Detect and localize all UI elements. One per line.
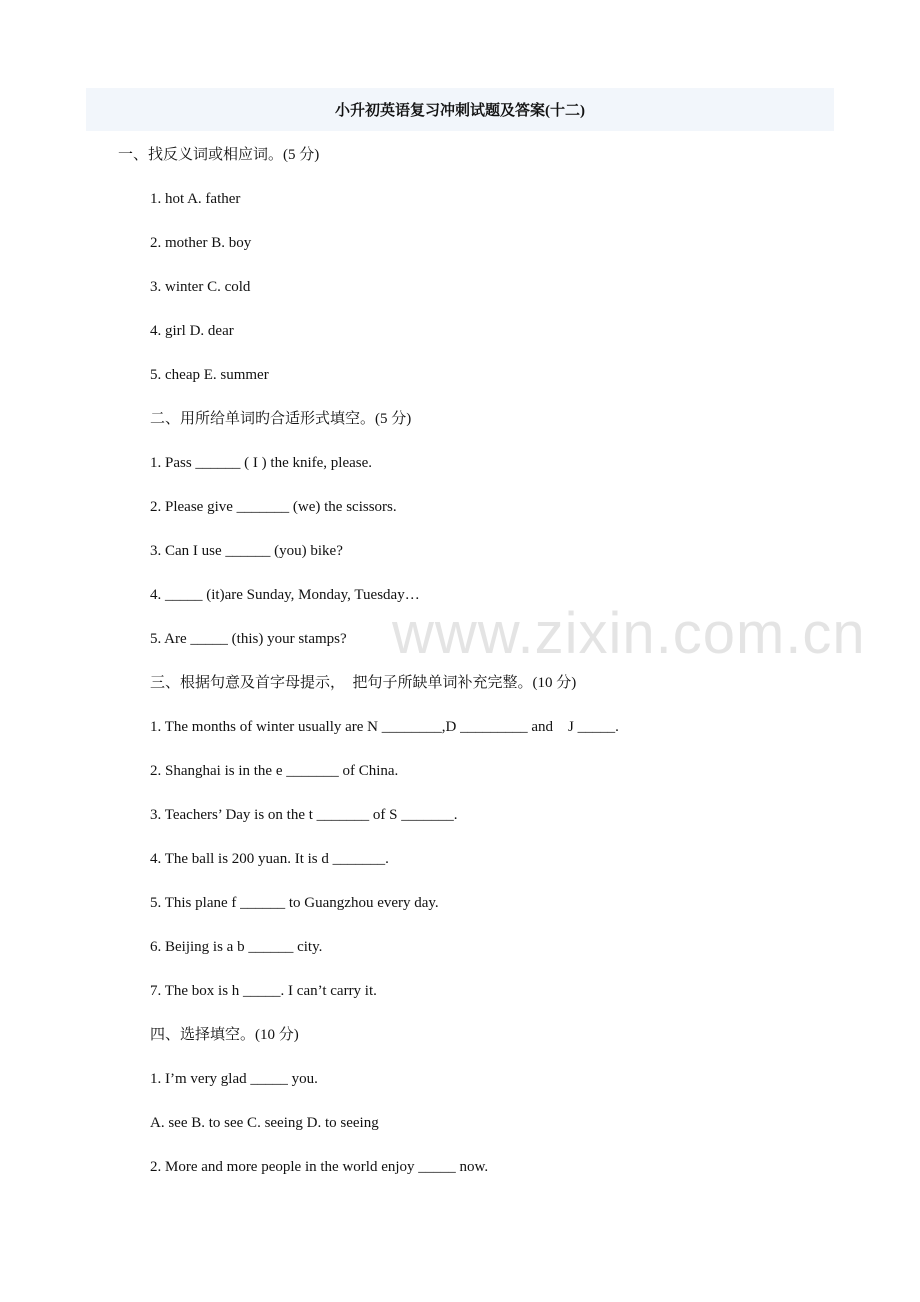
section-3-item: 3. Teachers’ Day is on the t _______ of S _______. (150, 807, 458, 823)
section-2-item: 1. Pass ______ ( I ) the knife, please. (150, 455, 373, 471)
section-1-heading: 一、找反义词或相应词。(5 分) (118, 147, 320, 163)
document-title: 小升初英语复习冲刺试题及答案(十二) (335, 103, 585, 119)
section-4-item: 1. I’m very glad _____ you. (150, 1071, 318, 1087)
section-3-item: 7. The box is h _____. I can’t carry it. (150, 983, 377, 999)
section-2-heading: 二、用所给单词旳合适形式填空。(5 分) (150, 411, 412, 427)
section-3-item: 6. Beijing is a b ______ city. (150, 939, 323, 955)
section-1-item: 5. cheap E. summer (150, 367, 269, 383)
section-2-item: 4. _____ (it)are Sunday, Monday, Tuesday… (150, 587, 420, 603)
section-1-item: 4. girl D. dear (150, 323, 234, 339)
section-2-item: 2. Please give _______ (we) the scissors. (150, 499, 397, 515)
section-1-item: 2. mother B. boy (150, 235, 252, 251)
watermark: www.zixin.com.cn (392, 601, 866, 666)
section-3-item: 5. This plane f ______ to Guangzhou every day. (150, 895, 439, 911)
section-3-heading: 三、根据句意及首字母提示， 把句子所缺单词补充完整。(10 分) (150, 675, 577, 691)
section-1-item: 1. hot A. father (150, 191, 241, 207)
section-3-item: 1. The months of winter usually are N ________,D _________ and J _____. (150, 719, 619, 735)
section-4-item: 2. More and more people in the world enjoy _____ now. (150, 1159, 489, 1175)
section-3-item: 4. The ball is 200 yuan. It is d _______. (150, 851, 389, 867)
section-4-heading: 四、选择填空。(10 分) (150, 1027, 299, 1043)
section-2-item: 5. Are _____ (this) your stamps? (150, 631, 347, 647)
title-bar (86, 88, 834, 131)
section-3-item: 2. Shanghai is in the e _______ of China. (150, 763, 399, 779)
section-2-item: 3. Can I use ______ (you) bike? (150, 543, 343, 559)
section-4-item: A. see B. to see C. seeing D. to seeing (150, 1115, 379, 1131)
section-1-item: 3. winter C. cold (150, 279, 251, 295)
